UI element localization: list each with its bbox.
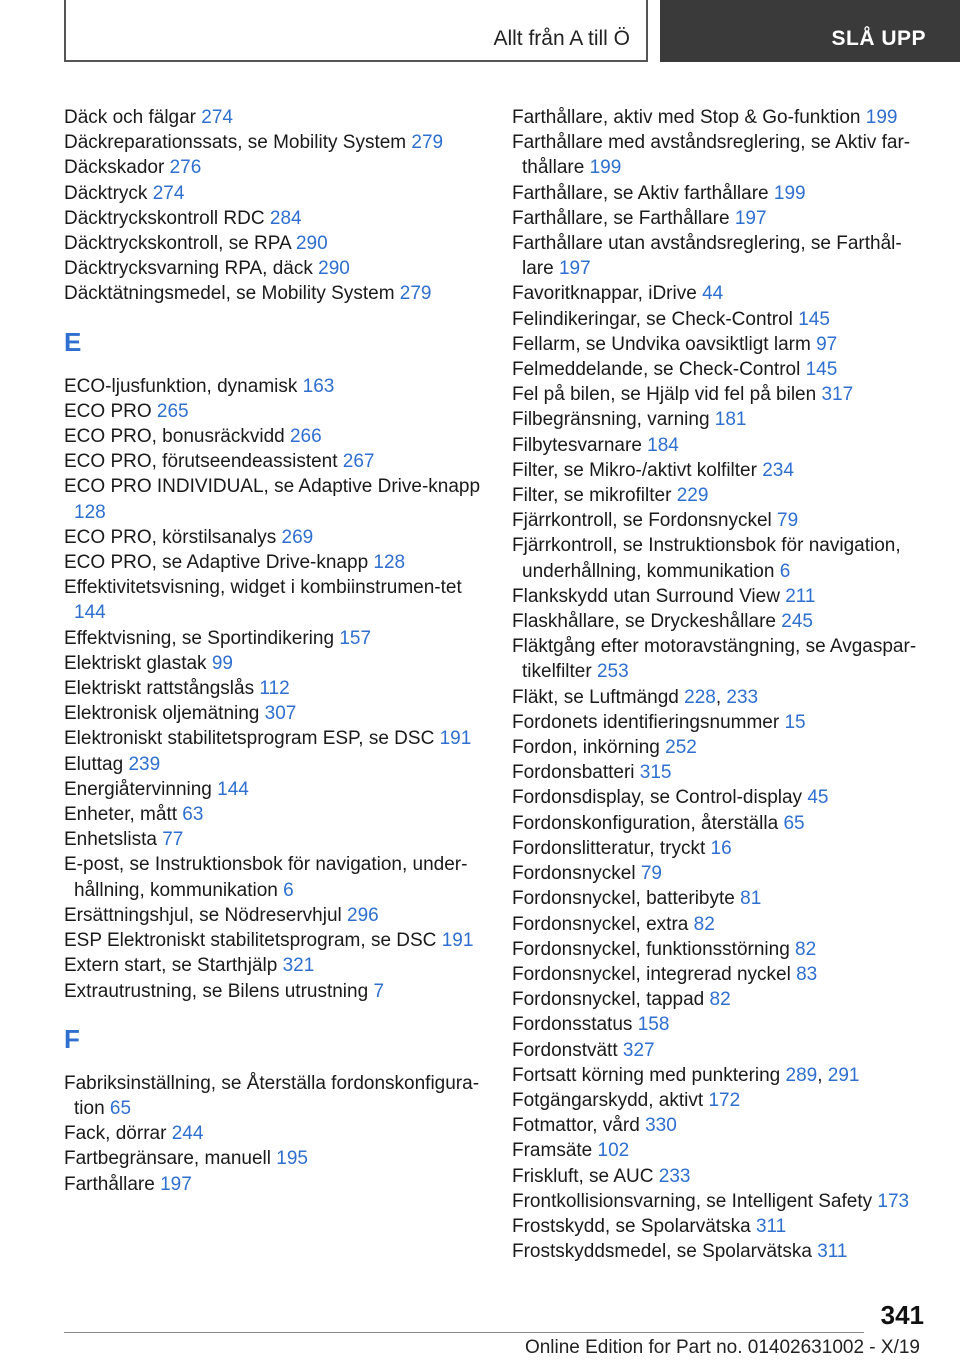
index-column-right	[512, 105, 932, 1264]
index-entry	[64, 726, 484, 751]
index-entry-text: Fabriksinställning, se Återställa fordonskonfigura-tion	[64, 1072, 480, 1119]
index-entry	[64, 474, 484, 524]
index-entry-text: Effektivitetsvisning, widget i kombiinstrumen-tet	[64, 577, 462, 599]
page-reference-link[interactable]: 274	[201, 107, 233, 128]
page-reference-link[interactable]: 317	[821, 384, 854, 406]
index-entry-text: Fel på bilen, se Hjälp vid fel på bilen	[512, 384, 817, 406]
index-entry-text: Filbytesvarnare	[512, 434, 642, 456]
index-entry-text: ECO PRO, körstilsanalys	[64, 526, 277, 548]
index-entry	[512, 584, 932, 609]
index-entry	[512, 533, 932, 583]
index-entry: Fläkt, se Luftmängd 228, 233	[512, 686, 759, 708]
page-reference-link[interactable]: 199	[865, 107, 898, 128]
index-entry-text: Däcktryckskontroll RDC	[64, 207, 265, 229]
index-entry	[512, 1138, 932, 1163]
page-reference-link[interactable]: 144	[74, 602, 106, 624]
index-entry-text: Däck och fälgar	[64, 107, 197, 128]
index-entry-text: Filbegränsning, varning	[512, 409, 710, 431]
index-entry	[512, 912, 932, 937]
page-reference-link[interactable]: 191	[439, 728, 472, 750]
index-entry-text: Fordonsnyckel, tappad	[512, 989, 705, 1011]
page-reference-link[interactable]: 157	[339, 627, 372, 649]
index-entry	[512, 634, 932, 684]
index-entry-text: ECO PRO, se Adaptive Drive-knapp	[64, 552, 369, 574]
index-entry-text: Farthållare	[64, 1173, 155, 1195]
index-entry-text: Flankskydd utan Surround View	[512, 585, 780, 607]
footer-edition: Online Edition for Part no. 01402631002 - X/19	[524, 1337, 920, 1358]
index-entry	[64, 1121, 484, 1146]
page-reference-link[interactable]: 197	[160, 1173, 192, 1195]
index-entry	[64, 777, 484, 802]
index-entry-text: Däckskador	[64, 157, 165, 179]
index-entry	[64, 399, 484, 424]
index-entry	[512, 609, 932, 634]
page-reference-link[interactable]: 327	[622, 1039, 655, 1061]
page-reference-link[interactable]: 228	[684, 686, 716, 708]
index-entry	[64, 181, 484, 206]
index-entry	[512, 231, 932, 281]
index-entry	[64, 852, 484, 902]
index-entry-text: Fellarm, se Undvika oavsiktligt larm	[512, 333, 811, 355]
index-entry-text: Fordonsnyckel, batteribyte	[512, 888, 735, 910]
index-entry-text: Fordonsbatteri	[512, 762, 635, 784]
index-entry-text: Favoritknappar, iDrive	[512, 283, 697, 305]
page-reference-link[interactable]: 158	[637, 1014, 670, 1036]
index-entry-text: ESP Elektroniskt stabilitetsprogram, se DSC	[64, 930, 437, 952]
index-entry-text: Felmeddelande, se Check-Control	[512, 359, 801, 381]
index-entry	[64, 827, 484, 852]
page-reference-link[interactable]: 233	[658, 1165, 691, 1187]
page-reference-link[interactable]: 311	[755, 1215, 787, 1237]
index-entry-text: Elektronisk oljemätning	[64, 703, 260, 725]
page-reference-link[interactable]: 82	[795, 938, 817, 960]
page-reference-link[interactable]: 199	[589, 157, 622, 179]
page-reference-link[interactable]: 315	[639, 762, 672, 784]
index-entry-text: Farthållare, aktiv med Stop & Go-funktion	[512, 107, 861, 128]
index-entry-text: Fack, dörrar	[64, 1123, 167, 1145]
index-entry-text: Frostskydd, se Spolarvätska	[512, 1215, 751, 1237]
index-entry-text: ECO PRO, bonusräckvidd	[64, 426, 285, 448]
index-entry	[512, 811, 932, 836]
index-entry-text: Friskluft, se AUC	[512, 1165, 654, 1187]
index-entry-text: Elektriskt rattstångslås	[64, 678, 255, 700]
page-reference-link[interactable]: 79	[640, 863, 662, 885]
index-entry-text: Eluttag	[64, 753, 124, 775]
index-entry-text: Effektvisning, se Sportindikering	[64, 627, 335, 649]
page-reference-link[interactable]: 276	[169, 157, 202, 179]
header	[0, 0, 960, 66]
index-entry	[512, 710, 932, 735]
index-entry-text: Däcktätningsmedel, se Mobility System	[64, 283, 395, 305]
page-reference-link[interactable]: 311	[817, 1241, 848, 1263]
page-reference-link[interactable]: 144	[217, 778, 249, 800]
page-reference-link[interactable]: 99	[211, 652, 233, 674]
index-entry	[512, 483, 932, 508]
index-entry-text: ECO PRO, förutseendeassistent	[64, 451, 338, 473]
index-entry-text: Farthållare med avståndsreglering, se Aktiv far-thållare	[512, 132, 911, 179]
index-entry	[512, 433, 932, 458]
page-reference-link[interactable]: 15	[784, 711, 806, 733]
index-entry	[512, 1038, 932, 1063]
index-entry	[64, 130, 484, 155]
index-entry	[64, 231, 484, 256]
index-entry-text: Fordonstvätt	[512, 1039, 618, 1061]
index-entry-text: Extern start, se Starthjälp	[64, 955, 278, 977]
index-entry-text: Filter, se Mikro-/aktivt kolfilter	[512, 459, 757, 481]
index-entry-text: Frontkollisionsvarning, se Intelligent Safety	[512, 1190, 873, 1212]
page-reference-link[interactable]: 191	[441, 930, 474, 952]
index-entry	[512, 281, 932, 306]
index-entry	[512, 861, 932, 886]
index-entry	[512, 382, 932, 407]
page-reference-link[interactable]: 65	[109, 1097, 132, 1119]
index-entry-text: ECO PRO INDIVIDUAL, se Adaptive Drive-knapp	[64, 476, 481, 498]
index-entry	[64, 1146, 484, 1171]
index-entry	[64, 651, 484, 676]
index-letter-heading: E	[64, 326, 82, 357]
index-entry-text: Fordonsstatus	[512, 1014, 633, 1036]
index-entry	[512, 458, 932, 483]
index-entry	[64, 928, 484, 953]
page-reference-link[interactable]: 82	[709, 989, 731, 1011]
page-reference-link[interactable]: 63	[182, 804, 204, 826]
index-entry	[64, 626, 484, 651]
index-entry-text: Fotgängarskydd, aktivt	[512, 1089, 704, 1111]
index-entry-text: Flaskhållare, se Dryckeshållare	[512, 611, 776, 633]
page-reference-link[interactable]: 6	[283, 879, 294, 901]
index-entry	[64, 256, 484, 281]
index-entry-text: Fordonslitteratur, tryckt	[512, 837, 706, 859]
index-entry	[64, 953, 484, 978]
index-entry	[512, 508, 932, 533]
index-entry-text: Farthållare, se Aktiv farthållare	[512, 182, 769, 204]
footer-divider	[64, 1332, 864, 1333]
index-entry	[512, 1113, 932, 1138]
page-reference-link[interactable]: 274	[152, 182, 185, 204]
page-reference-link[interactable]: 291	[827, 1064, 860, 1086]
index-entry-text: Farthållare utan avståndsreglering, se Farthål-lare	[512, 233, 902, 280]
page-reference-link[interactable]: 330	[645, 1115, 677, 1137]
tab-a-to-o[interactable]	[64, 0, 648, 62]
index-entry-text: Däcktryck	[64, 182, 148, 204]
index-entry-text: Fordonsnyckel, integrerad nyckel	[512, 963, 791, 985]
index-entry	[512, 307, 932, 332]
page-reference-link[interactable]: 82	[693, 913, 715, 935]
index-entry-text: Enhetslista	[64, 829, 157, 851]
page-reference-link[interactable]: 252	[665, 737, 697, 759]
index-entry-text: Fotmattor, vård	[512, 1115, 640, 1137]
index-entry	[512, 1214, 932, 1239]
index-entry	[64, 752, 484, 777]
index-entry-text: Farthållare, se Farthållare	[512, 207, 730, 229]
page-reference-link[interactable]: 44	[702, 283, 724, 305]
index-entry-text: Fjärrkontroll, se Fordonsnyckel	[512, 510, 772, 532]
page-reference-link[interactable]: 145	[805, 359, 838, 381]
page-reference-link[interactable]: 279	[411, 132, 444, 154]
index-column-left	[64, 105, 484, 1197]
index-entry-text: Enheter, mått	[64, 804, 178, 826]
index-entry-text: Fläkt, se Luftmängd	[512, 686, 679, 708]
page-reference-link[interactable]: 172	[708, 1089, 741, 1111]
page-reference-link[interactable]: 266	[289, 426, 322, 448]
index-entry	[512, 1012, 932, 1037]
index-entry-text: Fordon, inkörning	[512, 737, 660, 759]
page-reference-link[interactable]: 79	[777, 510, 799, 532]
index-entry-text: Däcktrycksvarning RPA, däck	[64, 258, 313, 280]
index-entry	[512, 357, 932, 382]
index-entry: Fortsatt körning med punktering 289, 291	[512, 1064, 860, 1086]
index-entry	[64, 449, 484, 474]
index-entry-text: Fortsatt körning med punktering	[512, 1064, 781, 1086]
tab-lookup[interactable]	[660, 0, 960, 62]
index-entry-text: Filter, se mikrofilter	[512, 485, 672, 507]
index-entry-text: Elektriskt glastak	[64, 652, 207, 674]
index-entry-text: Framsäte	[512, 1140, 593, 1162]
page-reference-link[interactable]: 81	[740, 888, 762, 910]
index-entry	[64, 105, 484, 130]
page-reference-link[interactable]: 279	[399, 283, 432, 305]
page-reference-link[interactable]: 233	[726, 686, 759, 708]
index-entry-text: Fjärrkontroll, se Instruktionsbok för navigation, underhållning, kommunikation	[512, 535, 901, 582]
page-reference-link[interactable]: 265	[156, 400, 189, 422]
page-reference-link[interactable]: 7	[373, 980, 385, 1002]
page-reference-link[interactable]: 6	[779, 560, 791, 582]
index-entry-text: Elektroniskt stabilitetsprogram ESP, se DSC	[64, 728, 435, 750]
index-entry-text: Däcktryckskontroll, se RPA	[64, 233, 291, 255]
page-reference-link[interactable]: 77	[162, 829, 184, 851]
page-reference-link[interactable]: 290	[318, 258, 350, 280]
index-entry-text: Fordonsnyckel	[512, 863, 636, 885]
index-entry	[64, 424, 484, 449]
page-reference-link[interactable]: 83	[796, 963, 818, 985]
page-reference-link[interactable]: 245	[781, 611, 813, 633]
page-reference-link[interactable]: 16	[710, 837, 732, 859]
page-reference-link[interactable]: 289	[785, 1064, 818, 1086]
page-reference-link[interactable]: 195	[276, 1148, 308, 1170]
page-reference-link[interactable]: 199	[773, 182, 806, 204]
page-reference-link[interactable]: 197	[734, 207, 767, 229]
index-entry-text: Ersättningshjul, se Nödreservhjul	[64, 904, 342, 926]
index-entry	[512, 1088, 932, 1113]
index-entry-text: Energiåtervinning	[64, 778, 212, 800]
index-entry	[512, 937, 932, 962]
index-entry	[64, 903, 484, 928]
page-reference-link[interactable]: 211	[785, 585, 816, 607]
index-entry	[64, 979, 484, 1004]
page-reference-link[interactable]: 128	[373, 552, 406, 574]
page-reference-link[interactable]: 163	[302, 375, 335, 397]
index-entry	[64, 206, 484, 231]
page-reference-link[interactable]: 321	[282, 955, 315, 977]
index-entry	[64, 802, 484, 827]
index-entry	[64, 676, 484, 701]
index-entry-text: Fordonsdisplay, se Control-display	[512, 787, 803, 809]
index-entry-text: Extrautrustning, se Bilens utrustning	[64, 980, 369, 1002]
page-reference-link[interactable]: 296	[347, 904, 379, 926]
page-reference-link[interactable]: 184	[647, 434, 679, 456]
page-reference-link[interactable]: 234	[762, 459, 794, 481]
index-entry	[512, 836, 932, 861]
index-entry	[512, 332, 932, 357]
page-reference-link[interactable]: 65	[783, 812, 805, 834]
index-entry-text: Fordonsnyckel, funktionsstörning	[512, 938, 790, 960]
index-letter-heading: F	[64, 1023, 80, 1054]
page-reference-link[interactable]: 269	[281, 526, 314, 548]
page-reference-link[interactable]: 229	[676, 485, 709, 507]
index-entry	[64, 701, 484, 726]
index-entry-text: Fläktgång efter motoravstängning, se Avgaspar-tikelfilter	[512, 636, 917, 683]
page-reference-link[interactable]: 112	[259, 678, 290, 700]
page-reference-link[interactable]: 284	[269, 207, 302, 229]
page-reference-link[interactable]: 307	[264, 703, 297, 725]
index-entry-text: E-post, se Instruktionsbok för navigation, under-hållning, kommunikation	[64, 854, 468, 901]
index-entry-text: ECO PRO	[64, 400, 152, 422]
page-reference-link[interactable]: 97	[816, 333, 838, 355]
index-entry	[512, 105, 932, 130]
index-entry	[64, 1071, 484, 1121]
index-entry	[512, 1164, 932, 1189]
index-entry-text: Däckreparationssats, se Mobility System	[64, 132, 407, 154]
page-number: 341	[880, 1300, 924, 1330]
index-entry	[512, 181, 932, 206]
page-reference-link[interactable]: 173	[877, 1190, 910, 1212]
page-reference-link[interactable]: 128	[74, 501, 106, 523]
page-reference-link[interactable]: 253	[596, 661, 629, 683]
page-reference-link[interactable]: 45	[807, 787, 829, 809]
page-reference-link[interactable]: 145	[798, 308, 830, 330]
index-entry	[512, 785, 932, 810]
index-entry	[512, 760, 932, 785]
index-entry	[64, 281, 484, 306]
index-entry	[512, 886, 932, 911]
index-entry-text: ECO-ljusfunktion, dynamisk	[64, 375, 298, 397]
index-entry-text: Fordonsnyckel, extra	[512, 913, 689, 935]
index-entry	[512, 735, 932, 760]
index-entry	[512, 987, 932, 1012]
page-reference-link[interactable]: 267	[342, 451, 375, 473]
index-entry-text: Fordonskonfiguration, återställa	[512, 812, 779, 834]
index-entry	[512, 130, 932, 180]
index-entry	[64, 374, 484, 399]
index-entry	[64, 155, 484, 180]
index-entry-text: Frostskyddsmedel, se Spolarvätska	[512, 1241, 812, 1263]
page-reference-link[interactable]: 244	[171, 1123, 204, 1145]
index-entry	[64, 550, 484, 575]
page-reference-link[interactable]: 181	[714, 409, 747, 431]
tab-a-to-o-label: Allt från A till Ö	[493, 27, 630, 50]
index-entry	[512, 962, 932, 987]
index-entry	[64, 525, 484, 550]
index-entry-text: Felindikeringar, se Check-Control	[512, 308, 793, 330]
index-entry	[512, 1239, 932, 1264]
page-reference-link[interactable]: 290	[295, 233, 328, 255]
page-reference-link[interactable]: 197	[558, 258, 591, 280]
index-entry	[512, 206, 932, 231]
page-reference-link[interactable]: 239	[128, 753, 161, 775]
tab-lookup-label: SLÅ UPP	[831, 27, 926, 50]
index-entry-text: Fordonets identifieringsnummer	[512, 711, 780, 733]
index-entry	[64, 1172, 484, 1197]
index-entry-text: Fartbegränsare, manuell	[64, 1148, 271, 1170]
index-entry	[512, 407, 932, 432]
index-entry	[64, 575, 484, 625]
page-reference-link[interactable]: 102	[597, 1140, 630, 1162]
index-entry	[512, 1189, 932, 1214]
